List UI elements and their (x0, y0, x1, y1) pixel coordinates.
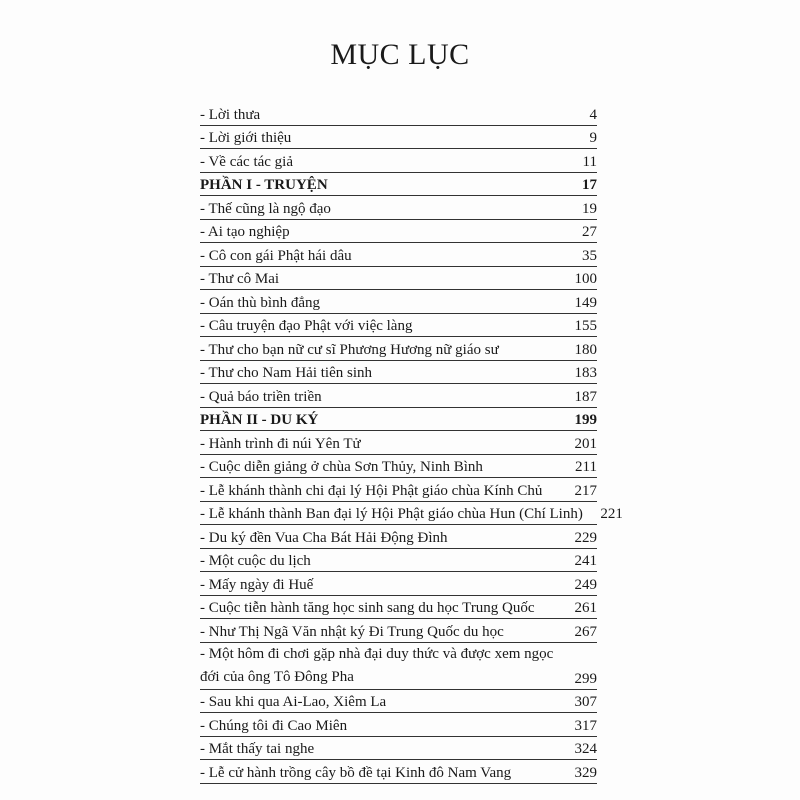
toc-entry-page-number: 299 (574, 670, 597, 687)
toc-entry-page-number: 187 (574, 388, 597, 405)
toc-entry-row (200, 548, 597, 572)
toc-entry-title: - Cuộc diễn giảng ở chùa Sơn Thủy, Ninh Bình (200, 459, 483, 475)
toc-entry-title: - Về các tác giả (200, 153, 293, 170)
toc-entry-title: - Quả báo triền triền (200, 388, 322, 405)
toc-entry-title: - Lễ khánh thành chi đại lý Hội Phật giáo chùa Kính Chủ (200, 482, 543, 499)
toc-entry-title: - Mấy ngày đi Huế (200, 576, 314, 593)
toc-entry-title: - Thư cho Nam Hải tiên sinh (200, 365, 372, 381)
toc-entry-title: - Thư cho bạn nữ cư sĩ Phương Hương nữ giáo sư (200, 341, 499, 358)
toc-entry-title: - Hành trình đi núi Yên Tử (200, 435, 361, 452)
toc-entry-page-number: 17 (582, 177, 597, 193)
toc-entry-page-number: 199 (574, 412, 597, 428)
toc-entry-page-number: 180 (574, 341, 597, 358)
section-heading-row (200, 407, 597, 431)
toc-entry-page-number: 35 (582, 247, 597, 264)
toc-entry-page-number: 19 (582, 200, 597, 217)
toc-entry-title: - Mắt thấy tai nghe (200, 741, 315, 757)
toc-entry-page-number: 221 (600, 506, 623, 522)
toc-entry-title: - Oán thù bình đẳng (200, 294, 320, 311)
toc-entry-row (200, 242, 597, 266)
table-of-contents (200, 101, 623, 784)
toc-entry-page-number: 183 (574, 365, 597, 381)
toc-entry-row (200, 383, 597, 407)
toc-entry-page-number: 27 (582, 224, 597, 240)
toc-entry-row (200, 595, 597, 619)
toc-entry-page-number: 4 (589, 106, 597, 123)
section-heading-row (200, 172, 597, 196)
toc-entry-page-number: 324 (574, 741, 597, 757)
toc-entry-row (200, 689, 597, 713)
toc-entry-title: - Thế cũng là ngộ đạo (200, 200, 331, 217)
toc-entry-page-number: 211 (575, 459, 597, 475)
toc-entry-page-number: 241 (574, 553, 597, 569)
toc-entry-row (200, 125, 597, 149)
page-title: MỤC LỤC (330, 38, 470, 71)
toc-entry-row (200, 642, 597, 689)
toc-entry-title: - Lời giới thiệu (200, 130, 292, 146)
toc-entry-page-number: 149 (574, 294, 597, 311)
toc-entry-page-number: 317 (574, 717, 597, 734)
toc-entry-row (200, 501, 623, 525)
toc-entry-title: - Lời thưa (200, 106, 261, 123)
toc-entry-row (200, 454, 597, 478)
toc-entry-row (200, 219, 597, 243)
toc-entry-row (200, 618, 597, 642)
toc-entry-title: - Chúng tôi đi Cao Miên (200, 717, 348, 734)
toc-entry-title: - Cuộc tiễn hành tăng học sinh sang du học Trung Quốc (200, 600, 535, 616)
toc-entry-page-number: 261 (574, 600, 597, 616)
toc-entry-title: - Cô con gái Phật hái dâu (200, 247, 352, 264)
toc-entry-title: - Như Thị Ngã Văn nhật ký Đi Trung Quốc du học (200, 623, 504, 640)
toc-entry-row (200, 477, 597, 501)
toc-entry-page-number: 11 (582, 153, 597, 170)
toc-entry-row (200, 759, 597, 783)
toc-entry-title: - Sau khi qua Ai-Lao, Xiêm La (200, 694, 387, 710)
toc-entry-title: PHẦN II - DU KÝ (200, 412, 319, 428)
toc-entry-page-number: 329 (574, 764, 597, 781)
toc-entry-page-number: 9 (589, 130, 597, 146)
toc-entry-title: - Ai tạo nghiệp (200, 224, 290, 240)
toc-entry-title: - Lễ cử hành trồng cây bồ đề tại Kinh đô Nam Vang (200, 764, 512, 781)
toc-entry-row (200, 430, 597, 454)
toc-entry-title: - Câu truyện đạo Phật với việc làng (200, 318, 413, 334)
toc-entry-row (200, 266, 597, 290)
toc-entry-row (200, 571, 597, 595)
toc-entry-title: PHẦN I - TRUYỆN (200, 177, 328, 193)
toc-entry-title: - Thư cô Mai (200, 271, 280, 287)
toc-entry-row (200, 736, 597, 760)
toc-entry-row (200, 712, 597, 736)
toc-entry-title: - Lễ khánh thành Ban đại lý Hội Phật giáo chùa Hun (Chí Linh) (200, 506, 583, 522)
toc-entry-title: - Một cuộc du lịch (200, 553, 311, 569)
toc-entry-page-number: 267 (574, 623, 597, 640)
toc-bottom-rule (200, 783, 597, 784)
toc-entry-title: - Du ký đền Vua Cha Bát Hải Động Đình (200, 529, 448, 546)
toc-entry-row (200, 313, 597, 337)
toc-entry-page-number: 155 (574, 318, 597, 334)
toc-entry-page-number: 229 (574, 529, 597, 546)
toc-entry-row (200, 336, 597, 360)
toc-entry-row (200, 360, 597, 384)
toc-entry-page-number: 100 (574, 271, 597, 287)
toc-entry-row (200, 195, 597, 219)
toc-entry-page-number: 201 (574, 435, 597, 452)
toc-entry-row (200, 524, 597, 548)
toc-entry-page-number: 249 (574, 576, 597, 593)
toc-entry-page-number: 307 (574, 694, 597, 710)
toc-entry-row (200, 289, 597, 313)
toc-entry-row (200, 148, 597, 172)
toc-entry-row (200, 101, 597, 125)
toc-entry-page-number: 217 (574, 482, 597, 499)
toc-entry-title: - Một hôm đi chơi gặp nhà đại duy thức và được xem ngọc đới của ông Tô Đông Pha (200, 645, 554, 685)
